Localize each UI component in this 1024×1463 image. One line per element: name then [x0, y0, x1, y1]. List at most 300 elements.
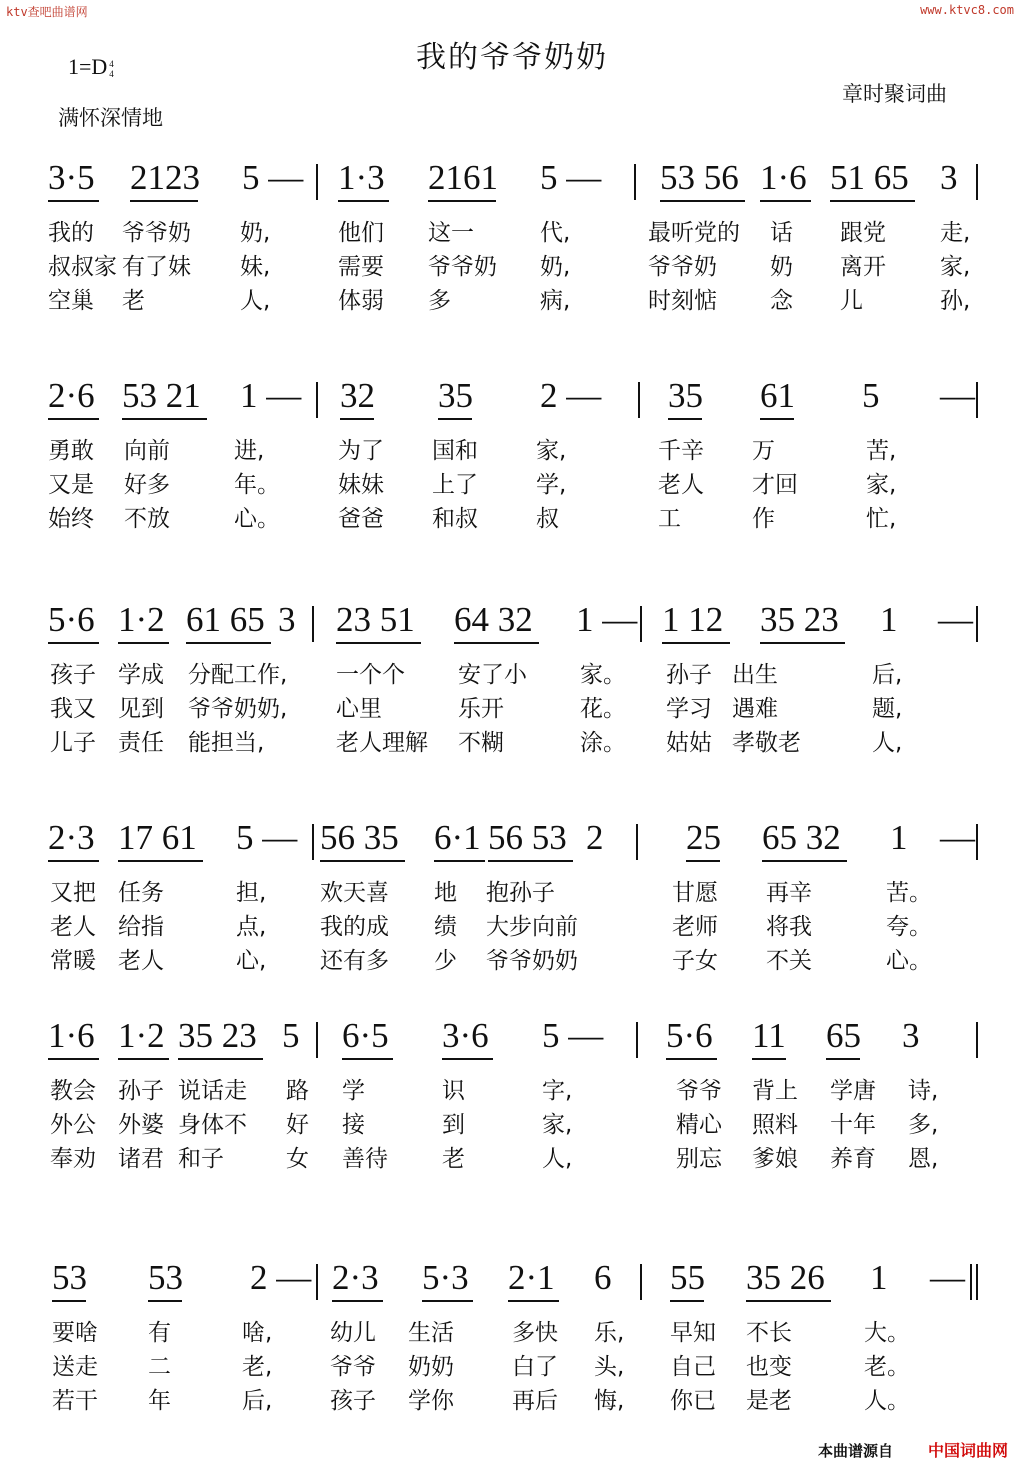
lyric-word: 孩子	[50, 662, 96, 688]
barline	[636, 824, 638, 860]
note-group: 2·6	[48, 376, 95, 415]
beam-line	[48, 418, 99, 420]
lyric-verse-3	[0, 500, 1024, 532]
lyric-word: 字,	[542, 1078, 573, 1104]
note-group: 53	[148, 1258, 183, 1297]
note-group: 6	[594, 1258, 612, 1297]
note-group: —	[940, 818, 975, 857]
note-group: 56 35	[320, 818, 399, 857]
lyric-word: 也变	[746, 1354, 792, 1380]
lyric-word: 乐开	[458, 696, 504, 722]
beam-line	[508, 1300, 559, 1302]
lyric-word: 我又	[50, 696, 96, 722]
lyric-word: 家,	[536, 438, 567, 464]
lyric-word: 爹娘	[752, 1146, 798, 1172]
beam-line	[760, 642, 845, 644]
lyric-word: 空巢	[48, 288, 94, 314]
note-group: 1 12	[662, 600, 724, 639]
lyric-word: 再后	[512, 1388, 558, 1414]
lyric-word: 始终	[48, 506, 94, 532]
beam-line	[338, 200, 389, 202]
lyric-word: 孝敬老	[732, 730, 801, 756]
lyric-word: 最听党的	[648, 220, 740, 246]
beam-line	[760, 200, 811, 202]
lyric-word: 工	[658, 506, 681, 532]
barline	[636, 1022, 638, 1058]
lyric-word: 妹,	[240, 254, 271, 280]
lyric-word: 学唐	[830, 1078, 876, 1104]
barline	[312, 824, 314, 860]
beam-line	[340, 418, 374, 420]
lyric-word: 老人理解	[336, 730, 428, 756]
lyric-word: 老,	[242, 1354, 273, 1380]
notation-row	[0, 1008, 1024, 1064]
lyric-word: 到	[442, 1112, 465, 1138]
note-group: 35	[668, 376, 703, 415]
beam-line	[48, 860, 99, 862]
lyric-word: 孙,	[940, 288, 971, 314]
barline	[316, 1022, 318, 1058]
lyric-word: 别忘	[676, 1146, 722, 1172]
lyric-word: 不放	[124, 506, 170, 532]
beam-line	[422, 1300, 473, 1302]
lyric-word: 时刻惦	[648, 288, 717, 314]
barline	[970, 1264, 972, 1300]
lyric-word: 有	[148, 1320, 171, 1346]
lyric-word: 路	[286, 1078, 309, 1104]
key-text: 1=D	[68, 54, 108, 79]
note-group: 1 —	[576, 600, 638, 639]
lyric-word: 话	[770, 220, 793, 246]
lyric-word: 人。	[864, 1388, 910, 1414]
lyric-word: 后,	[242, 1388, 273, 1414]
lyric-word: 给指	[118, 914, 164, 940]
lyric-word: 遇难	[732, 696, 778, 722]
lyric-word: 年。	[234, 472, 280, 498]
note-group: 2161	[428, 158, 498, 197]
lyric-word: 夸。	[886, 914, 932, 940]
note-group: 1	[870, 1258, 888, 1297]
barline	[976, 164, 978, 200]
note-group: 5·6	[666, 1016, 713, 1055]
lyric-word: 国和	[432, 438, 478, 464]
lyric-word: 不糊	[458, 730, 504, 756]
lyric-word: 责任	[118, 730, 164, 756]
note-group: 61 65	[186, 600, 265, 639]
lyric-word: 苦,	[866, 438, 897, 464]
lyric-word: 他们	[338, 220, 384, 246]
lyric-word: 姑姑	[666, 730, 712, 756]
beam-line	[488, 860, 573, 862]
note-group: 5	[282, 1016, 300, 1055]
lyric-word: 人,	[542, 1146, 573, 1172]
barline	[976, 1264, 978, 1300]
note-group: 3·6	[442, 1016, 489, 1055]
note-group: 2·1	[508, 1258, 555, 1297]
lyric-verse-2	[0, 690, 1024, 722]
note-group: 1 —	[240, 376, 302, 415]
note-group: 65 32	[762, 818, 841, 857]
beam-line	[336, 642, 421, 644]
lyric-word: 分配工作,	[188, 662, 288, 688]
lyric-word: 白了	[512, 1354, 558, 1380]
lyric-word: 需要	[338, 254, 384, 280]
source-label: 本曲谱源自	[818, 1442, 894, 1460]
note-group: 25	[686, 818, 721, 857]
lyric-word: 有了妹	[122, 254, 191, 280]
lyric-word: 万	[752, 438, 775, 464]
lyric-word: 任务	[118, 880, 164, 906]
note-group: 1·2	[118, 600, 165, 639]
beam-line	[438, 418, 472, 420]
lyric-word: 背上	[752, 1078, 798, 1104]
lyric-word: 老	[122, 288, 145, 314]
lyric-word: 跟党	[840, 220, 886, 246]
lyric-word: 儿	[840, 288, 863, 314]
beam-line	[668, 418, 702, 420]
beam-line	[660, 200, 745, 202]
lyric-word: 诗,	[908, 1078, 939, 1104]
note-group: 65	[826, 1016, 861, 1055]
lyric-word: 自己	[670, 1354, 716, 1380]
note-group: 5 —	[540, 158, 602, 197]
beam-line	[662, 642, 730, 644]
lyric-word: 常暖	[50, 948, 96, 974]
lyric-word: 精心	[676, 1112, 722, 1138]
lyric-word: 人,	[872, 730, 903, 756]
lyric-word: 学,	[536, 472, 567, 498]
lyric-word: 进,	[234, 438, 265, 464]
note-group: 53 21	[122, 376, 201, 415]
lyric-word: 出生	[732, 662, 778, 688]
note-group: 2 —	[540, 376, 602, 415]
lyric-word: 我的成	[320, 914, 389, 940]
lyric-word: 女	[286, 1146, 309, 1172]
notation-row	[0, 592, 1024, 648]
lyric-word: 安了小	[458, 662, 527, 688]
barline	[976, 1022, 978, 1058]
note-group: 2123	[130, 158, 200, 197]
beam-line	[118, 860, 203, 862]
lyric-word: 欢天喜	[320, 880, 389, 906]
lyric-verse-3	[0, 1382, 1024, 1414]
lyric-word: 再辛	[766, 880, 812, 906]
note-group: 51 65	[830, 158, 909, 197]
lyric-word: 悔,	[594, 1388, 625, 1414]
lyric-word: 爸爸	[338, 506, 384, 532]
beam-line	[760, 418, 794, 420]
lyric-word: 老	[442, 1146, 465, 1172]
beam-line	[118, 642, 169, 644]
note-group: 5 —	[236, 818, 298, 857]
lyric-word: 学成	[118, 662, 164, 688]
lyric-word: 家,	[866, 472, 897, 498]
lyric-word: 为了	[338, 438, 384, 464]
note-group: 5·6	[48, 600, 95, 639]
lyric-word: 心。	[234, 506, 280, 532]
lyric-word: 叔	[536, 506, 559, 532]
note-group: 2 —	[250, 1258, 312, 1297]
lyric-word: 不长	[746, 1320, 792, 1346]
notation-row	[0, 810, 1024, 866]
lyric-word: 老人	[118, 948, 164, 974]
notation-row	[0, 368, 1024, 424]
lyric-word: 奶,	[540, 254, 571, 280]
barline	[312, 606, 314, 642]
note-group: —	[938, 600, 973, 639]
lyric-word: 是老	[746, 1388, 792, 1414]
note-group: 55	[670, 1258, 705, 1297]
note-group: —	[930, 1258, 965, 1297]
note-group: 3·5	[48, 158, 95, 197]
beam-line	[428, 200, 496, 202]
lyric-word: 见到	[118, 696, 164, 722]
lyric-word: 和子	[178, 1146, 224, 1172]
lyric-word: 大步向前	[486, 914, 578, 940]
lyric-word: 奉劝	[50, 1146, 96, 1172]
beam-line	[48, 642, 99, 644]
beam-line	[342, 1058, 393, 1060]
lyric-word: 抱孙子	[486, 880, 555, 906]
lyric-word: 大。	[864, 1320, 910, 1346]
lyric-word: 孙子	[118, 1078, 164, 1104]
lyric-word: 你已	[670, 1388, 716, 1414]
beam-line	[442, 1058, 493, 1060]
lyric-word: 勇敢	[48, 438, 94, 464]
lyric-word: 念	[770, 288, 793, 314]
note-group: 5 —	[542, 1016, 604, 1055]
lyric-word: 担,	[236, 880, 267, 906]
note-group: 3	[278, 600, 296, 639]
lyric-word: 养育	[830, 1146, 876, 1172]
beam-line	[332, 1300, 383, 1302]
beam-line	[118, 1058, 169, 1060]
lyric-word: 爷爷奶奶	[486, 948, 578, 974]
author-credit: 章时聚词曲	[842, 82, 947, 106]
lyric-word: 这一	[428, 220, 474, 246]
lyric-word: 涂。	[580, 730, 626, 756]
note-group: 35 26	[746, 1258, 825, 1297]
lyric-word: 若干	[52, 1388, 98, 1414]
lyric-word: 还有多	[320, 948, 389, 974]
lyric-word: 才回	[752, 472, 798, 498]
note-group: 1·2	[118, 1016, 165, 1055]
note-group: 53	[52, 1258, 87, 1297]
lyric-word: 体弱	[338, 288, 384, 314]
lyric-word: 说话走	[178, 1078, 247, 1104]
lyric-word: 身体不	[178, 1112, 247, 1138]
lyric-word: 题,	[872, 696, 903, 722]
note-group: 1·6	[760, 158, 807, 197]
note-group: 35 23	[760, 600, 839, 639]
lyric-word: 爷爷奶	[122, 220, 191, 246]
watermark-left: ktv查吧曲谱网	[6, 5, 88, 19]
lyric-word: 心,	[236, 948, 267, 974]
lyric-word: 爷爷奶	[428, 254, 497, 280]
lyric-verse-1	[0, 432, 1024, 464]
notation-row	[0, 150, 1024, 206]
note-group: 64 32	[454, 600, 533, 639]
barline	[316, 1264, 318, 1300]
lyric-word: 又是	[48, 472, 94, 498]
barline	[976, 606, 978, 642]
lyric-verse-2	[0, 466, 1024, 498]
note-group: 2	[586, 818, 604, 857]
lyric-verse-3	[0, 1140, 1024, 1172]
lyric-word: 好多	[124, 472, 170, 498]
lyric-word: 学你	[408, 1388, 454, 1414]
time-bottom: 4	[109, 68, 114, 79]
note-group: 17 61	[118, 818, 197, 857]
lyric-word: 孙子	[666, 662, 712, 688]
lyric-word: 心。	[886, 948, 932, 974]
barline	[640, 1264, 642, 1300]
lyric-verse-1	[0, 214, 1024, 246]
lyric-word: 学	[342, 1078, 365, 1104]
lyric-word: 少	[434, 948, 457, 974]
lyric-word: 妹妹	[338, 472, 384, 498]
lyric-word: 多,	[908, 1112, 939, 1138]
lyric-word: 十年	[830, 1112, 876, 1138]
lyric-word: 多	[428, 288, 451, 314]
lyric-word: 离开	[840, 254, 886, 280]
lyric-word: 奶奶	[408, 1354, 454, 1380]
lyric-word: 二	[148, 1354, 171, 1380]
lyric-word: 心里	[336, 696, 382, 722]
lyric-word: 又把	[50, 880, 96, 906]
note-group: 2·3	[48, 818, 95, 857]
note-group: 5	[862, 376, 880, 415]
time-signature	[109, 59, 114, 79]
lyric-word: 上了	[432, 472, 478, 498]
lyric-word: 爷爷	[676, 1078, 722, 1104]
lyric-word: 奶,	[240, 220, 271, 246]
barline	[316, 164, 318, 200]
beam-line	[826, 1058, 860, 1060]
lyric-word: 人,	[240, 288, 271, 314]
lyric-verse-2	[0, 1106, 1024, 1138]
beam-line	[48, 200, 99, 202]
lyric-word: 好	[286, 1112, 309, 1138]
song-title: 我的爷爷奶奶	[416, 40, 608, 75]
lyric-word: 老人	[658, 472, 704, 498]
beam-line	[434, 860, 485, 862]
beam-line	[746, 1300, 831, 1302]
beam-line	[48, 1058, 99, 1060]
lyric-word: 老人	[50, 914, 96, 940]
lyric-word: 识	[442, 1078, 465, 1104]
lyric-word: 外婆	[118, 1112, 164, 1138]
note-group: 53 56	[660, 158, 739, 197]
lyric-word: 早知	[670, 1320, 716, 1346]
note-group: 11	[752, 1016, 786, 1055]
lyric-word: 子女	[672, 948, 718, 974]
note-group: 5·3	[422, 1258, 469, 1297]
note-group: 23 51	[336, 600, 415, 639]
lyric-verse-2	[0, 1348, 1024, 1380]
lyric-verse-3	[0, 942, 1024, 974]
time-top: 4	[109, 58, 114, 69]
lyric-word: 地	[434, 880, 457, 906]
beam-line	[122, 418, 207, 420]
note-group: 56 53	[488, 818, 567, 857]
note-group: 61	[760, 376, 795, 415]
lyric-word: 代,	[540, 220, 571, 246]
lyric-word: 将我	[766, 914, 812, 940]
lyric-word: 善待	[342, 1146, 388, 1172]
beam-line	[830, 200, 915, 202]
beam-line	[186, 642, 271, 644]
lyric-word: 老。	[864, 1354, 910, 1380]
note-group: —	[940, 376, 975, 415]
lyric-word: 和叔	[432, 506, 478, 532]
lyric-word: 外公	[50, 1112, 96, 1138]
lyric-word: 啥,	[242, 1320, 273, 1346]
beam-line	[686, 860, 720, 862]
lyric-word: 送走	[52, 1354, 98, 1380]
barline	[316, 382, 318, 418]
barline	[638, 382, 640, 418]
lyric-word: 千辛	[658, 438, 704, 464]
lyric-word: 爷爷奶奶,	[188, 696, 288, 722]
beam-line	[148, 1300, 182, 1302]
lyric-word: 走,	[940, 220, 971, 246]
note-group: 6·1	[434, 818, 481, 857]
lyric-word: 花。	[580, 696, 626, 722]
note-group: 1·3	[338, 158, 385, 197]
lyric-word: 点,	[236, 914, 267, 940]
barline	[640, 606, 642, 642]
note-group: 3	[940, 158, 958, 197]
note-group: 1·6	[48, 1016, 95, 1055]
barline	[976, 382, 978, 418]
lyric-verse-1	[0, 874, 1024, 906]
source-site: 中国词曲网	[928, 1441, 1009, 1460]
lyric-word: 病,	[540, 288, 571, 314]
beam-line	[752, 1058, 786, 1060]
lyric-word: 向前	[124, 438, 170, 464]
note-group: 3	[902, 1016, 920, 1055]
lyric-verse-1	[0, 1314, 1024, 1346]
lyric-word: 我的	[48, 220, 94, 246]
beam-line	[52, 1300, 86, 1302]
lyric-word: 多快	[512, 1320, 558, 1346]
beam-line	[178, 1058, 263, 1060]
beam-line	[670, 1300, 704, 1302]
lyric-word: 诸君	[118, 1146, 164, 1172]
note-group: 35 23	[178, 1016, 257, 1055]
lyric-word: 要啥	[52, 1320, 98, 1346]
lyric-word: 儿子	[50, 730, 96, 756]
tempo-marking: 满怀深情地	[58, 106, 163, 130]
lyric-verse-3	[0, 282, 1024, 314]
lyric-word: 爷爷奶	[648, 254, 717, 280]
note-group: 6·5	[342, 1016, 389, 1055]
lyric-word: 老师	[672, 914, 718, 940]
key-signature	[68, 54, 114, 80]
lyric-verse-1	[0, 1072, 1024, 1104]
lyric-word: 照料	[752, 1112, 798, 1138]
note-group: 1	[880, 600, 898, 639]
lyric-word: 苦。	[886, 880, 932, 906]
beam-line	[130, 200, 198, 202]
lyric-word: 忙,	[866, 506, 897, 532]
lyric-word: 家。	[580, 662, 626, 688]
lyric-word: 能担当,	[188, 730, 265, 756]
lyric-verse-2	[0, 248, 1024, 280]
lyric-word: 年	[148, 1388, 171, 1414]
lyric-word: 生活	[408, 1320, 454, 1346]
